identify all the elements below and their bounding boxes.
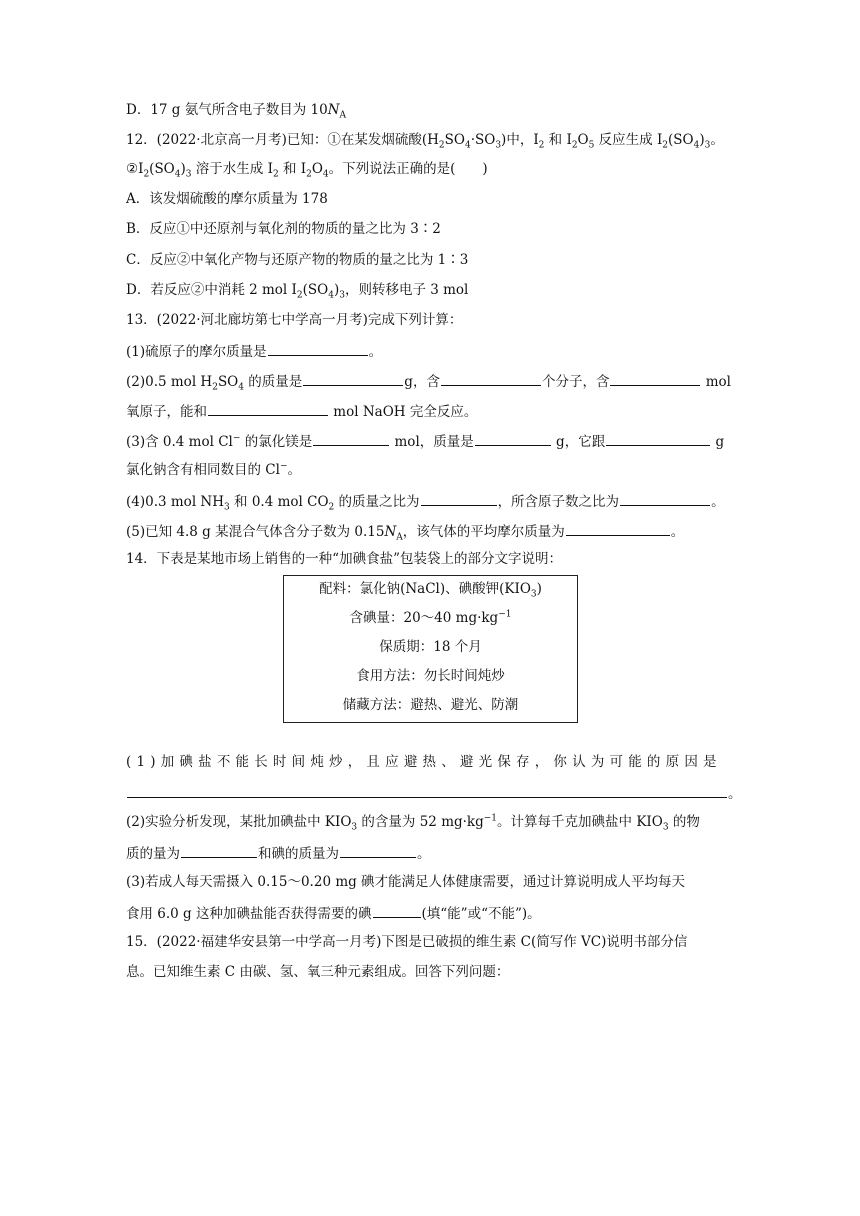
q15-stem-line1: 15．(2022·福建华安县第一中学高一月考)下图是已破损的维生素 C(简写作 VC)说明书部分信 bbox=[126, 934, 688, 950]
q13-part2-line1: (2)0.5 mol $H_2SO_4$ 的质量是 g，含 个分子，含 mol bbox=[126, 371, 731, 391]
q14-part1-line1: (1)加碘盐不能长时间炖炒，且应避热、避光保存，你认为可能的原因是 bbox=[126, 754, 722, 770]
q14-part2-line1: (2)实验分析发现，某批加碘盐中 $KIO_3$ 的含量为 52 $mg\cdot kg^{-1}$。计算每千克加碘盐中 $KIO_3$ 的物 bbox=[126, 813, 700, 833]
q13-part3-line2: 氯化钠含有相同数目的 Cl−。 bbox=[126, 461, 301, 478]
answer-blank[interactable] bbox=[373, 903, 421, 918]
answer-blank[interactable] bbox=[127, 783, 727, 798]
q14-stem: 14．下表是某地市场上销售的一种“加碘食盐”包装袋上的部分文字说明： bbox=[126, 551, 562, 567]
q13-part5: (5)已知 4.8 g 某混合气体含分子数为 $0.15N_A$，该气体的平均摩尔质量为 。 bbox=[126, 521, 684, 541]
q13-stem: 13．(2022·河北廊坊第七中学高一月考)完成下列计算： bbox=[126, 312, 463, 328]
salt-label-box bbox=[283, 575, 578, 723]
q12-option-a: A．该发烟硫酸的摩尔质量为 178 bbox=[126, 191, 328, 207]
answer-blank[interactable] bbox=[340, 843, 416, 858]
q14-part2-line2: 质的量为 和碘的质量为 。 bbox=[126, 843, 431, 863]
answer-blank[interactable] bbox=[475, 431, 551, 446]
answer-blank[interactable] bbox=[566, 521, 670, 536]
label-usage: 食用方法：勿长时间炖炒 bbox=[356, 668, 505, 684]
q14-part3-line1: (3)若成人每天需摄入 0.15～0.20 mg 碘才能满足人体健康需要，通过计算说明成人平均每天 bbox=[126, 874, 686, 890]
q12-stem-line2: $②I_2(SO_4)_3$ 溶于水生成 $I_2$ 和 $I_2O_4$。下列说法正确的是( ) bbox=[126, 161, 488, 180]
q14-part3-line2: 食用 6.0 g 这种加碘盐能否获得需要的碘 (填“能”或“不能”)。 bbox=[126, 903, 541, 923]
label-storage: 储藏方法：避热、避光、防潮 bbox=[342, 697, 519, 713]
q14-part1-line2: 。 bbox=[126, 783, 742, 803]
q12-stem-line1: 12．(2022·北京高一月考)已知：①在某发烟硫酸$(H_2SO_4\cdot SO_3)$中，$I_2$ 和 $I_2O_5$ 反应生成 $I_2(SO_4)_3$。 bbox=[126, 132, 724, 151]
q13-part1: (1)硫原子的摩尔质量是 。 bbox=[126, 341, 382, 361]
answer-blank[interactable] bbox=[620, 491, 710, 506]
answer-blank[interactable] bbox=[268, 341, 368, 356]
label-iodine-content: 含碘量：20～40 $mg\cdot kg^{-1}$ bbox=[349, 609, 512, 626]
answer-blank[interactable] bbox=[606, 431, 710, 446]
q12-option-c: C．反应②中氧化产物与还原产物的物质的量之比为 1∶3 bbox=[126, 252, 469, 268]
answer-blank[interactable] bbox=[441, 371, 541, 386]
answer-blank[interactable] bbox=[303, 371, 403, 386]
q13-part3-line1: (3)含 0.4 mol Cl− 的氯化镁是 mol，质量是 g，它跟 g bbox=[126, 431, 724, 451]
answer-blank[interactable] bbox=[421, 491, 497, 506]
label-shelf-life: 保质期：18 个月 bbox=[379, 639, 482, 655]
q12-option-b: B．反应①中还原剂与氧化剂的物质的量之比为 3∶2 bbox=[126, 221, 441, 237]
q13-part4: (4)0.3 mol $NH_3$ 和 0.4 mol $CO_2$ 的质量之比为 ，所含原子数之比为 。 bbox=[126, 491, 725, 511]
answer-blank[interactable] bbox=[208, 401, 328, 416]
q13-part2-line2: 氧原子，能和 mol NaOH 完全反应。 bbox=[126, 401, 477, 421]
answer-blank[interactable] bbox=[610, 371, 700, 386]
q15-stem-line2: 息。已知维生素 C 由碳、氢、氧三种元素组成。回答下列问题： bbox=[126, 964, 510, 980]
q12-option-d: D．若反应②中消耗 2 mol $I_2(SO_4)_3$，则转移电子 3 mol bbox=[126, 282, 469, 301]
answer-blank[interactable] bbox=[181, 843, 257, 858]
label-ingredients: 配料：氯化钠(NaCl)、碘酸钾$(KIO_3)$ bbox=[319, 581, 542, 600]
q11-option-d: D．17 g 氨气所含电子数目为 $10N_A$ bbox=[126, 102, 347, 121]
answer-blank[interactable] bbox=[313, 431, 389, 446]
